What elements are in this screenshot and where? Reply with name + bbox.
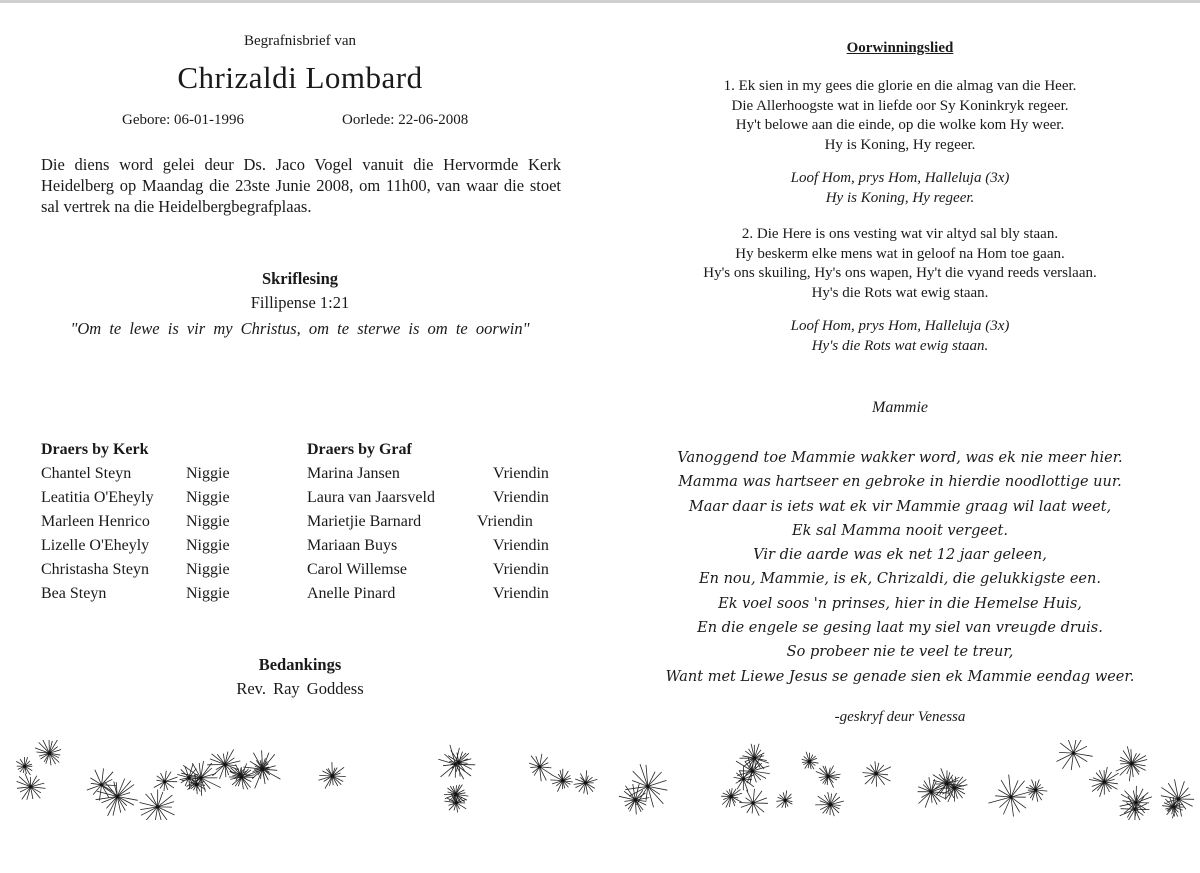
- bearer-name: Bea Steyn: [41, 585, 107, 602]
- hymn-verse-2: [600, 225, 1200, 303]
- verse-line: Hy's ons skuiling, Hy's ons wapen, Hy't die vyand reeds verslaan.: [703, 265, 1097, 281]
- hymn-chorus-1: [600, 169, 1200, 208]
- reading-title: Skriflesing: [261, 269, 339, 288]
- starburst-flower: [739, 789, 768, 816]
- starburst-flower: [776, 790, 792, 808]
- grave-bearers-title: Draers by Graf: [307, 441, 412, 458]
- poem-line: Vanoggend toe Mammie wakker word, was ek nie meer hier.: [677, 450, 1123, 466]
- hymn-verse-1: [600, 77, 1200, 155]
- verse-line: Hy't belowe aan die einde, op die wolke kom Hy weer.: [735, 117, 1065, 133]
- starburst-flower: [16, 757, 32, 775]
- bearer-role: Vriendin: [493, 489, 549, 506]
- bearer-role: Vriendin: [493, 537, 549, 554]
- bearer-role: Niggie: [186, 561, 230, 578]
- thanks-name: Rev. Ray Goddess: [236, 679, 364, 698]
- birth-date: Gebore: 06-01-1996: [122, 112, 245, 128]
- list-item: [41, 558, 271, 582]
- chorus-line: Hy's die Rots wat ewig staan.: [811, 337, 989, 354]
- list-item: [41, 582, 271, 606]
- thanks-title: Bedankings: [258, 655, 342, 674]
- list-item: [41, 534, 271, 558]
- bearer-role: Vriendin: [493, 561, 549, 578]
- list-item: [307, 558, 567, 582]
- bearer-name: Marleen Henrico: [41, 513, 150, 530]
- poem-line: Maar daar is iets wat ek vir Mammie graag wil laat weet,: [688, 498, 1112, 515]
- starburst-flower: [529, 754, 552, 782]
- deceased-name: Chrizaldi Lombard: [177, 60, 423, 95]
- poem-line: Vir die aarde was ek net 12 jaar geleen,: [753, 547, 1047, 564]
- list-item: [41, 486, 271, 510]
- bearer-name: Laura van Jaarsveld: [307, 489, 435, 506]
- service-details: Die diens word gelei deur Ds. Jaco Vogel vanuit die Hervormde Kerk Heidelberg op Maandag die 23ste Junie 2008, om 11h00, van waar die stoet sal vertrek na die Heidelbergbegrafplaas.: [41, 155, 561, 216]
- bearer-role: Niggie: [186, 537, 230, 554]
- reading-quote: "Om te lewe is vir my Christus, om te sterwe is om te oorwin": [70, 319, 530, 338]
- bearer-role: Niggie: [186, 585, 230, 602]
- bearer-role: Vriendin: [477, 513, 533, 530]
- starburst-flower: [988, 775, 1032, 817]
- starburst-flower: [140, 790, 175, 821]
- starburst-flower: [802, 752, 819, 770]
- bearer-name: Lizelle O'Eheyly: [41, 537, 150, 554]
- verse-line: 1. Ek sien in my gees die glorie en die almag van die Heer.: [723, 78, 1077, 94]
- starburst-flower: [574, 770, 598, 794]
- poem-body: [600, 446, 1200, 689]
- poem-line: Mamma was hartseer en gebroke in hierdie noodlottige uur.: [678, 474, 1122, 491]
- starburst-flower: [243, 750, 280, 788]
- starburst-flower: [550, 769, 573, 792]
- chorus-line: Loof Hom, prys Hom, Halleluja (3x): [790, 318, 1010, 334]
- poem-line: Want met Liewe Jesus se genade sien ek Mammie eendag weer.: [665, 668, 1135, 685]
- grave-bearers-list: [307, 438, 567, 606]
- hymn-chorus-2: [600, 317, 1200, 356]
- starburst-flower: [87, 768, 116, 800]
- starburst-flower: [35, 740, 61, 765]
- list-item: [41, 462, 271, 486]
- starburst-flower: [319, 762, 346, 789]
- chorus-line: Loof Hom, prys Hom, Halleluja (3x): [790, 170, 1010, 186]
- list-item: [307, 534, 567, 558]
- poem-line: Ek voel soos 'n prinses, hier in die Hemelse Huis,: [718, 595, 1082, 612]
- hymn-title: Oorwinningslied: [846, 40, 954, 56]
- list-item: [307, 486, 567, 510]
- starburst-flower: [1120, 795, 1150, 820]
- poem-line: En die engele se gesing laat my siel van vreugde druis.: [697, 620, 1103, 637]
- list-item: [307, 462, 567, 486]
- bearer-name: Anelle Pinard: [307, 585, 396, 602]
- bearer-role: Niggie: [186, 489, 230, 506]
- verse-line: Hy's die Rots wat ewig staan.: [811, 284, 989, 301]
- starburst-flower: [154, 771, 178, 791]
- bearer-name: Leatitia O'Eheyly: [41, 489, 154, 506]
- starburst-flower: [816, 766, 841, 788]
- poem-line: So probeer nie te veel te treur,: [786, 644, 1014, 661]
- poem-author: -geskryf deur Venessa: [834, 709, 966, 725]
- list-item: [307, 582, 567, 606]
- chorus-line: Hy is Koning, Hy regeer.: [825, 189, 975, 206]
- bearer-role: Niggie: [186, 465, 230, 482]
- starburst-flower: [862, 761, 891, 786]
- list-item: [307, 510, 567, 534]
- starburst-flower: [1161, 779, 1194, 818]
- bearer-name: Christasha Steyn: [41, 561, 149, 578]
- death-date: Oorlede: 22-06-2008: [342, 112, 469, 128]
- bearer-role: Vriendin: [493, 465, 549, 482]
- starburst-flower: [1116, 746, 1147, 781]
- bearer-name: Chantel Steyn: [41, 465, 132, 482]
- starburst-flower: [17, 774, 46, 800]
- starburst-flower: [1057, 740, 1093, 770]
- starburst-flower: [721, 788, 742, 807]
- church-bearers-list: [41, 438, 271, 606]
- bearer-role: Vriendin: [493, 585, 549, 602]
- verse-line: Hy beskerm elke mens wat in geloof na Hom toe gaan.: [735, 245, 1065, 262]
- reading-reference: Fillipense 1:21: [250, 293, 350, 312]
- starburst-flower: [815, 792, 844, 816]
- starburst-flower: [1120, 786, 1152, 818]
- poem-line: En nou, Mammie, is ek, Chrizaldi, die gelukkigste een.: [699, 571, 1101, 588]
- document-heading: Begrafnisbrief van: [243, 33, 357, 49]
- bearer-name: Mariaan Buys: [307, 537, 398, 554]
- bearer-name: Marietjie Barnard: [307, 513, 422, 530]
- poem-title: Mammie: [872, 399, 928, 416]
- verse-line: Hy is Koning, Hy regeer.: [824, 136, 976, 153]
- list-item: [41, 510, 271, 534]
- verse-line: 2. Die Here is ons vesting wat vir altyd sal bly staan.: [741, 226, 1059, 242]
- bearer-name: Marina Jansen: [307, 465, 400, 482]
- verse-line: Die Allerhoogste wat in liefde oor Sy Koninkryk regeer.: [731, 97, 1069, 114]
- starburst-flower: [1026, 780, 1047, 802]
- bearer-role: Niggie: [186, 513, 230, 530]
- starburst-border: [0, 740, 1200, 820]
- poem-line: Ek sal Mamma nooit vergeet.: [791, 522, 1008, 539]
- bearer-name: Carol Willemse: [307, 561, 407, 578]
- starburst-flower: [1089, 767, 1119, 797]
- church-bearers-title: Draers by Kerk: [41, 441, 149, 458]
